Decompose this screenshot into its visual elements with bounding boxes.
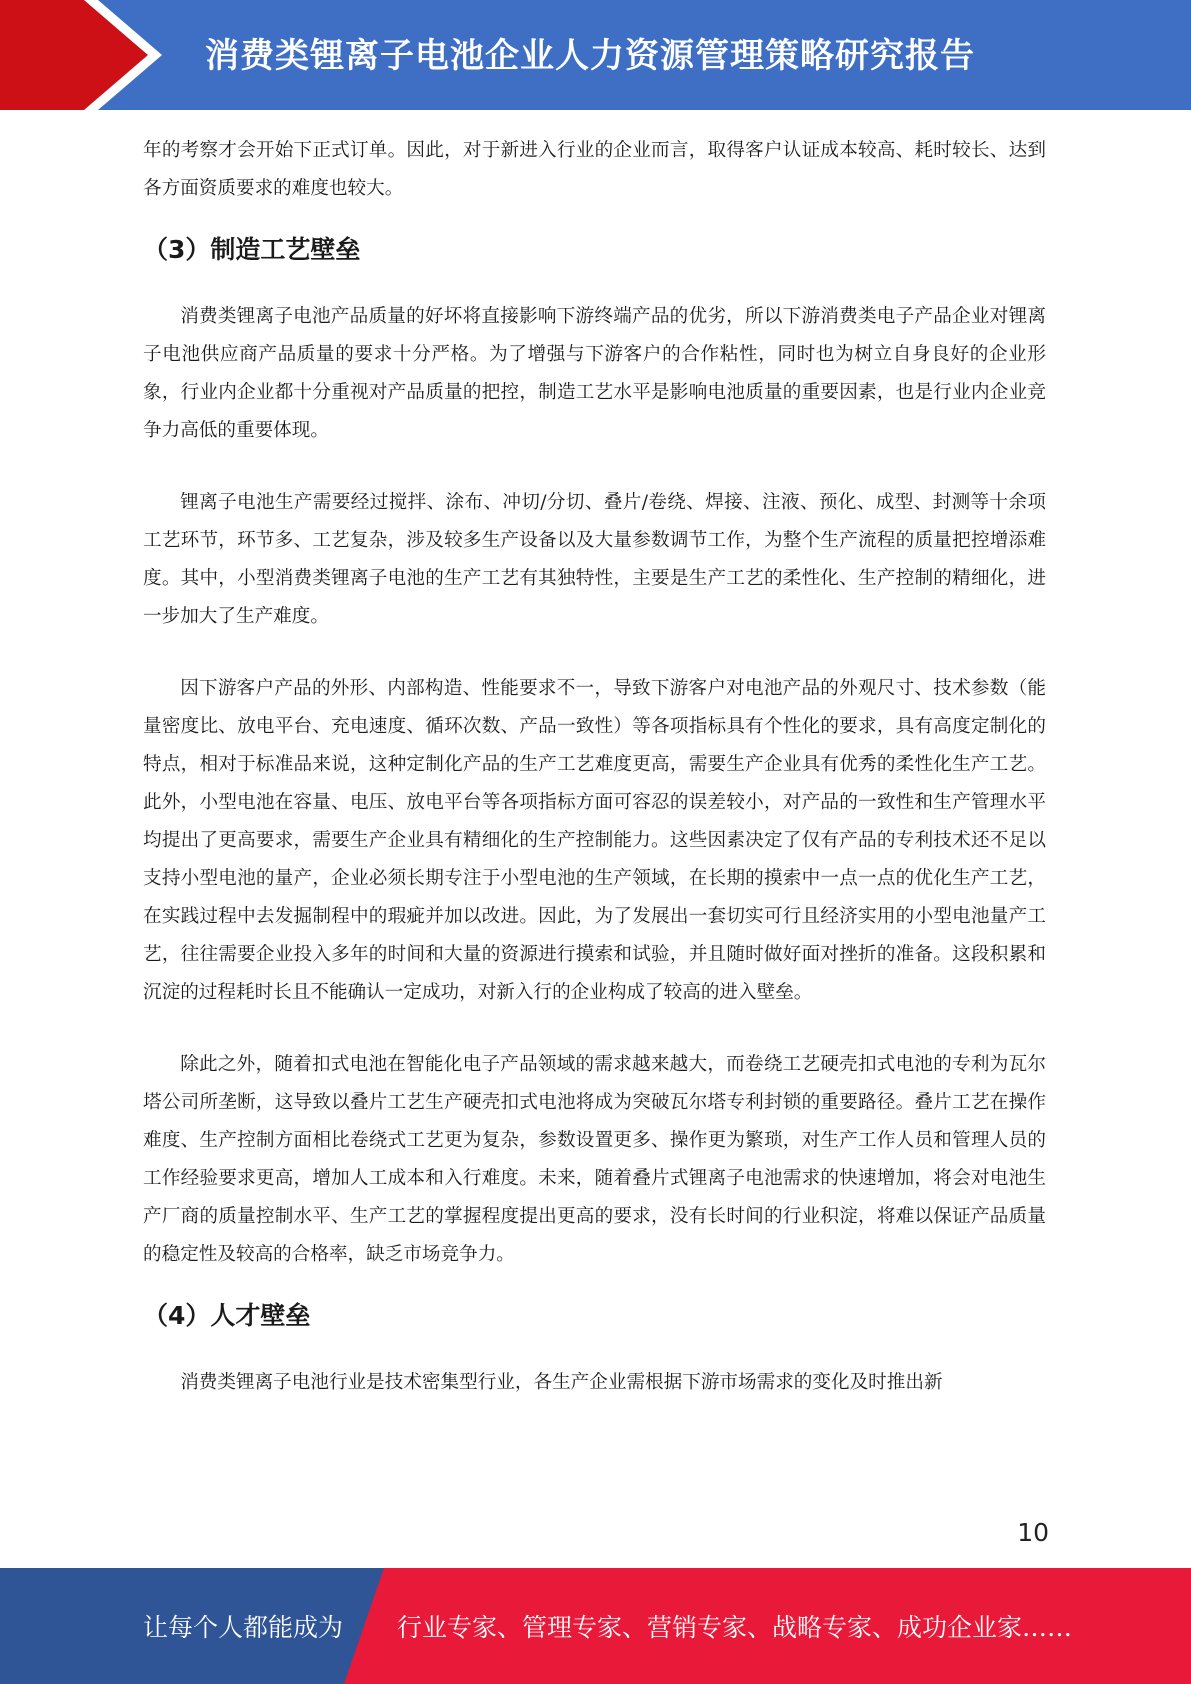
paragraph-continued: 年的考察才会开始下正式订单。因此，对于新进入行业的企业而言，取得客户认证成本较高、耗时较长、达到各方面资质要求的难度也较大。 xyxy=(143,140,1046,199)
page-body xyxy=(143,132,1046,1402)
paragraph-process: 锂离子电池生产需要经过搅拌、涂布、冲切/分切、叠片/卷绕、焊接、注液、预化、成型、封测等十余项工艺环节，环节多、工艺复杂，涉及较多生产设备以及大量参数调节工作，为整个生产流程的质量把控增添难度。其中，小型消费类锂离子电池的生产工艺有其独特性，主要是生产工艺的柔性化、生产控制的精细化，进一步加大了生产难度。 xyxy=(143,492,1046,627)
paragraph-stacking: 除此之外，随着扣式电池在智能化电子产品领域的需求越来越大，而卷绕工艺硬壳扣式电池的专利为瓦尔塔公司所垄断，这导致以叠片工艺生产硬壳扣式电池将成为突破瓦尔塔专利封锁的重要路径。叠片工艺在操作难度、生产控制方面相比卷绕式工艺更为复杂，参数设置更多、操作更为繁琐，对生产工作人员和管理人员的工作经验要求更高，增加人工成本和入行难度。未来，随着叠片式锂离子电池需求的快速增加，将会对电池生产厂商的质量控制水平、生产工艺的掌握程度提出更高的要求，没有长时间的行业积淀，将难以保证产品质量的稳定性及较高的合格率，缺乏市场竞争力。 xyxy=(143,1054,1046,1265)
page-header xyxy=(0,0,1191,110)
paragraph-talent: 消费类锂离子电池行业是技术密集型行业，各生产企业需根据下游市场需求的变化及时推出新 xyxy=(180,1372,943,1393)
footer-slogan-left: 让每个人都能成为 xyxy=(143,1613,344,1642)
section-heading-manufacturing: （3）制造工艺壁垒 xyxy=(143,235,361,264)
footer-slogan-right: 行业专家、管理专家、营销专家、战略专家、成功企业家…… xyxy=(397,1613,1073,1642)
paragraph-quality: 消费类锂离子电池产品质量的好坏将直接影响下游终端产品的优劣，所以下游消费类电子产品企业对锂离子电池供应商产品质量的要求十分严格。为了增强与下游客户的合作粘性，同时也为树立自身良好的企业形象，行业内企业都十分重视对产品质量的把控，制造工艺水平是影响电池质量的重要因素，也是行业内企业竞争力高低的重要体现。 xyxy=(143,306,1046,441)
report-title: 消费类锂离子电池企业人力资源管理策略研究报告 xyxy=(205,36,975,76)
page-footer xyxy=(0,1568,1191,1684)
paragraph-customization: 因下游客户产品的外形、内部构造、性能要求不一，导致下游客户对电池产品的外观尺寸、技术参数（能量密度比、放电平台、充电速度、循环次数、产品一致性）等各项指标具有个性化的要求，具有高度定制化的特点，相对于标准品来说，这种定制化产品的生产工艺难度更高，需要生产企业具有优秀的柔性化生产工艺。此外，小型电池在容量、电压、放电平台等各项指标方面可容忍的误差较小，对产品的一致性和生产管理水平均提出了更高要求，需要生产企业具有精细化的生产控制能力。这些因素决定了仅有产品的专利技术还不足以支持小型电池的量产，企业必须长期专注于小型电池的生产领域，在长期的摸索中一点一点的优化生产工艺，在实践过程中去发掘制程中的瑕疵并加以改进。因此，为了发展出一套切实可行且经济实用的小型电池量产工艺，往往需要企业投入多年的时间和大量的资源进行摸索和试验，并且随时做好面对挫折的准备。这段积累和沉淀的过程耗时长且不能确认一定成功，对新入行的企业构成了较高的进入壁垒。 xyxy=(143,678,1046,1003)
page-number: 10 xyxy=(1017,1518,1049,1547)
section-heading-talent: （4）人才壁垒 xyxy=(143,1301,311,1330)
